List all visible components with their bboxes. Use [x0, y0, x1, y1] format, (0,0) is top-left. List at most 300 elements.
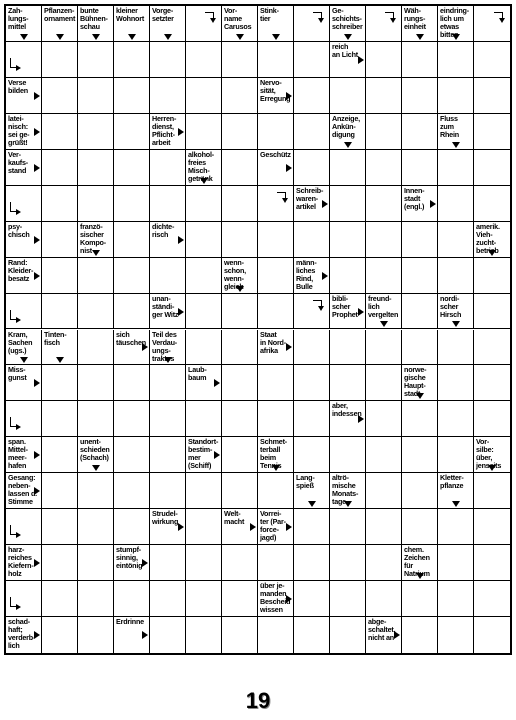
- answer-cell[interactable]: [330, 330, 366, 366]
- answer-cell[interactable]: [366, 186, 402, 222]
- bent-arrow-right-icon: [10, 202, 20, 212]
- answer-cell[interactable]: [438, 330, 474, 366]
- answer-cell[interactable]: [222, 42, 258, 78]
- answer-cell[interactable]: [222, 545, 258, 581]
- clue-text: Kletter- pflanze: [440, 473, 464, 491]
- clue-cell: [78, 437, 114, 473]
- clue-cell: [438, 114, 474, 150]
- answer-cell[interactable]: [78, 545, 114, 581]
- answer-cell[interactable]: [366, 222, 402, 258]
- arrow-right-icon: [34, 631, 40, 639]
- clue-cell: [6, 365, 42, 401]
- clue-text: Schreib- waren- artikel: [296, 185, 324, 211]
- answer-cell[interactable]: [258, 473, 294, 509]
- clue-cell: [150, 114, 186, 150]
- answer-cell[interactable]: [222, 186, 258, 222]
- answer-cell[interactable]: [222, 581, 258, 617]
- arrow-right-icon: [34, 236, 40, 244]
- arrow-right-icon: [178, 523, 184, 531]
- answer-cell[interactable]: [438, 150, 474, 186]
- clue-cell: [186, 365, 222, 401]
- clue-text: wenn- schon, wenn- gleich: [224, 257, 246, 291]
- clue-text: Nervo- sität, Erregung: [260, 77, 291, 103]
- arrow-down-icon: [452, 501, 460, 507]
- clue-text: Fluss zum Rhein: [440, 113, 459, 139]
- answer-cell[interactable]: [42, 78, 78, 114]
- answer-cell[interactable]: [330, 186, 366, 222]
- answer-cell[interactable]: [78, 509, 114, 545]
- answer-cell[interactable]: [78, 78, 114, 114]
- answer-cell[interactable]: [186, 42, 222, 78]
- arrow-right-icon: [178, 128, 184, 136]
- answer-cell[interactable]: [114, 365, 150, 401]
- answer-cell[interactable]: [114, 78, 150, 114]
- clue-cell: [222, 6, 258, 42]
- answer-cell[interactable]: [330, 437, 366, 473]
- answer-cell[interactable]: [438, 437, 474, 473]
- clue-text: Verse bilden: [8, 77, 28, 95]
- answer-cell[interactable]: [330, 509, 366, 545]
- answer-cell[interactable]: [474, 186, 510, 222]
- answer-cell[interactable]: [402, 42, 438, 78]
- answer-cell[interactable]: [294, 78, 330, 114]
- answer-cell[interactable]: [438, 509, 474, 545]
- answer-cell[interactable]: [42, 186, 78, 222]
- answer-cell[interactable]: [78, 150, 114, 186]
- arrow-right-icon: [34, 559, 40, 567]
- answer-cell[interactable]: [366, 150, 402, 186]
- answer-cell[interactable]: [402, 150, 438, 186]
- answer-cell[interactable]: [186, 330, 222, 366]
- clue-cell: [330, 473, 366, 509]
- answer-cell[interactable]: [258, 114, 294, 150]
- answer-cell[interactable]: [294, 545, 330, 581]
- answer-cell[interactable]: [258, 401, 294, 437]
- answer-cell[interactable]: [294, 581, 330, 617]
- answer-cell[interactable]: [330, 617, 366, 653]
- answer-cell[interactable]: [222, 437, 258, 473]
- arrow-right-icon: [322, 200, 328, 208]
- answer-cell[interactable]: [474, 617, 510, 653]
- answer-cell[interactable]: [402, 401, 438, 437]
- answer-cell[interactable]: [330, 365, 366, 401]
- bent-arrow-right-icon: [10, 417, 20, 427]
- answer-cell[interactable]: [402, 222, 438, 258]
- clue-text: Ge- schichts- schreiber: [332, 6, 363, 31]
- answer-cell[interactable]: [78, 186, 114, 222]
- clue-text: bunte Bühnen- schau: [80, 6, 108, 31]
- arrow-right-icon: [286, 164, 292, 172]
- answer-cell[interactable]: [42, 294, 78, 330]
- answer-cell[interactable]: [366, 258, 402, 294]
- answer-cell[interactable]: [222, 78, 258, 114]
- clue-cell: [258, 509, 294, 545]
- clue-cell: [6, 78, 42, 114]
- answer-cell[interactable]: [222, 114, 258, 150]
- clue-text: reich an Licht: [332, 41, 358, 59]
- answer-cell[interactable]: [438, 78, 474, 114]
- answer-cell[interactable]: [78, 294, 114, 330]
- clue-text: Vor- name Carusos: [224, 6, 252, 31]
- answer-cell[interactable]: [150, 545, 186, 581]
- answer-cell[interactable]: [42, 150, 78, 186]
- answer-cell[interactable]: [186, 509, 222, 545]
- clue-text: amerik. Vieh- zucht- betrieb: [476, 221, 500, 255]
- arrow-down-icon: [92, 34, 100, 40]
- answer-cell[interactable]: [474, 258, 510, 294]
- answer-cell[interactable]: [330, 78, 366, 114]
- answer-cell[interactable]: [474, 330, 510, 366]
- arrow-right-icon: [34, 164, 40, 172]
- clue-text: unan- ständi- ger Witz: [152, 293, 179, 319]
- clue-cell: [6, 150, 42, 186]
- clue-text: abge- schaltet, nicht an: [368, 617, 396, 643]
- clue-text: sich täuschen: [116, 329, 146, 347]
- clue-cell: [294, 186, 330, 222]
- answer-cell[interactable]: [438, 42, 474, 78]
- answer-cell[interactable]: [366, 330, 402, 366]
- answer-cell[interactable]: [78, 365, 114, 401]
- answer-cell[interactable]: [366, 42, 402, 78]
- answer-cell[interactable]: [474, 365, 510, 401]
- arrow-down-icon: [272, 465, 280, 471]
- answer-cell[interactable]: [474, 509, 510, 545]
- answer-cell[interactable]: [114, 473, 150, 509]
- clue-cell: [186, 6, 222, 42]
- answer-cell[interactable]: [222, 401, 258, 437]
- clue-text: Tinten- fisch: [44, 329, 67, 347]
- bent-arrow-down-icon: [494, 12, 506, 24]
- clue-text: Kram, Sachen (ugs.): [8, 329, 33, 355]
- answer-cell[interactable]: [366, 473, 402, 509]
- answer-cell[interactable]: [42, 545, 78, 581]
- answer-cell[interactable]: [78, 581, 114, 617]
- answer-cell[interactable]: [42, 365, 78, 401]
- clue-text: freund- lich vergelten: [368, 293, 399, 319]
- arrow-down-icon: [344, 142, 352, 148]
- answer-cell[interactable]: [186, 186, 222, 222]
- arrow-down-icon: [92, 250, 100, 256]
- clue-cell: [78, 222, 114, 258]
- answer-cell[interactable]: [114, 437, 150, 473]
- arrow-down-icon: [56, 357, 64, 363]
- arrow-down-icon: [344, 34, 352, 40]
- answer-cell[interactable]: [438, 617, 474, 653]
- answer-cell[interactable]: [366, 365, 402, 401]
- answer-cell[interactable]: [294, 114, 330, 150]
- answer-cell[interactable]: [78, 617, 114, 653]
- clue-cell: [6, 437, 42, 473]
- answer-cell[interactable]: [294, 330, 330, 366]
- clue-cell: [258, 150, 294, 186]
- answer-cell[interactable]: [438, 186, 474, 222]
- clue-cell: [6, 186, 42, 222]
- answer-cell[interactable]: [258, 294, 294, 330]
- answer-cell[interactable]: [186, 545, 222, 581]
- answer-cell[interactable]: [474, 581, 510, 617]
- answer-cell[interactable]: [150, 150, 186, 186]
- answer-cell[interactable]: [42, 258, 78, 294]
- answer-cell[interactable]: [42, 473, 78, 509]
- answer-cell[interactable]: [42, 401, 78, 437]
- answer-cell[interactable]: [330, 150, 366, 186]
- clue-text: unent- schieden (Schach): [80, 437, 110, 463]
- clue-cell: [474, 222, 510, 258]
- answer-cell[interactable]: [78, 330, 114, 366]
- clue-cell: [330, 6, 366, 42]
- answer-cell[interactable]: [114, 150, 150, 186]
- answer-cell[interactable]: [78, 473, 114, 509]
- answer-cell[interactable]: [294, 437, 330, 473]
- answer-cell[interactable]: [186, 222, 222, 258]
- answer-cell[interactable]: [150, 437, 186, 473]
- answer-cell[interactable]: [474, 42, 510, 78]
- answer-cell[interactable]: [402, 294, 438, 330]
- answer-cell[interactable]: [438, 222, 474, 258]
- answer-cell[interactable]: [294, 401, 330, 437]
- answer-cell[interactable]: [114, 401, 150, 437]
- clue-text: Zah- lungs- mittel: [8, 6, 29, 31]
- clue-text: harz- reiches Kiefern- holz: [8, 545, 34, 579]
- clue-cell: [186, 437, 222, 473]
- clue-cell: [258, 186, 294, 222]
- answer-cell[interactable]: [42, 581, 78, 617]
- answer-cell[interactable]: [222, 617, 258, 653]
- clue-text: Strudel- wirkung: [152, 509, 179, 527]
- bent-arrow-right-icon: [10, 597, 20, 607]
- answer-cell[interactable]: [222, 473, 258, 509]
- answer-cell[interactable]: [438, 401, 474, 437]
- answer-cell[interactable]: [366, 509, 402, 545]
- clue-cell: [42, 6, 78, 42]
- answer-cell[interactable]: [78, 401, 114, 437]
- answer-cell[interactable]: [78, 258, 114, 294]
- answer-cell[interactable]: [114, 258, 150, 294]
- answer-cell[interactable]: [186, 617, 222, 653]
- answer-cell[interactable]: [294, 222, 330, 258]
- clue-cell: [330, 294, 366, 330]
- answer-cell[interactable]: [114, 222, 150, 258]
- answer-cell[interactable]: [438, 365, 474, 401]
- answer-cell[interactable]: [186, 258, 222, 294]
- answer-cell[interactable]: [150, 258, 186, 294]
- answer-cell[interactable]: [438, 545, 474, 581]
- clue-text: norwe- gische Haupt- stadt: [404, 365, 427, 399]
- answer-cell[interactable]: [150, 581, 186, 617]
- clue-text: Stink- tier: [260, 6, 279, 23]
- answer-cell[interactable]: [150, 365, 186, 401]
- answer-cell[interactable]: [402, 437, 438, 473]
- answer-cell[interactable]: [330, 258, 366, 294]
- answer-cell[interactable]: [186, 401, 222, 437]
- clue-cell: [150, 330, 186, 366]
- answer-cell[interactable]: [366, 545, 402, 581]
- clue-cell: [330, 42, 366, 78]
- answer-cell[interactable]: [258, 617, 294, 653]
- clue-cell: [42, 330, 78, 366]
- answer-cell[interactable]: [42, 617, 78, 653]
- arrow-down-icon: [236, 286, 244, 292]
- clue-text: Rand: Kleider- besatz: [8, 257, 34, 283]
- clue-cell: [258, 6, 294, 42]
- answer-cell[interactable]: [330, 222, 366, 258]
- arrow-down-icon: [416, 573, 424, 579]
- answer-cell[interactable]: [150, 473, 186, 509]
- answer-cell[interactable]: [294, 42, 330, 78]
- answer-cell[interactable]: [294, 150, 330, 186]
- clue-cell: [6, 294, 42, 330]
- answer-cell[interactable]: [150, 42, 186, 78]
- answer-cell[interactable]: [42, 222, 78, 258]
- answer-cell[interactable]: [222, 365, 258, 401]
- answer-cell[interactable]: [186, 114, 222, 150]
- answer-cell[interactable]: [258, 222, 294, 258]
- answer-cell[interactable]: [114, 509, 150, 545]
- arrow-right-icon: [34, 379, 40, 387]
- clue-cell: [6, 545, 42, 581]
- answer-cell[interactable]: [438, 258, 474, 294]
- answer-cell[interactable]: [258, 365, 294, 401]
- clue-cell: [150, 222, 186, 258]
- answer-cell[interactable]: [150, 78, 186, 114]
- answer-cell[interactable]: [78, 42, 114, 78]
- answer-cell[interactable]: [474, 545, 510, 581]
- answer-cell[interactable]: [294, 617, 330, 653]
- clue-text: Pflanzen- ornament: [44, 6, 76, 23]
- answer-cell[interactable]: [402, 473, 438, 509]
- clue-cell: [294, 6, 330, 42]
- answer-cell[interactable]: [402, 509, 438, 545]
- clue-text: Gesang: neben- lassen d. Stimme: [8, 473, 37, 507]
- answer-cell[interactable]: [42, 437, 78, 473]
- answer-cell[interactable]: [222, 222, 258, 258]
- clue-cell: [114, 545, 150, 581]
- bent-arrow-down-icon: [205, 12, 217, 24]
- answer-cell[interactable]: [222, 294, 258, 330]
- answer-cell[interactable]: [366, 437, 402, 473]
- answer-cell[interactable]: [366, 114, 402, 150]
- arrow-right-icon: [34, 451, 40, 459]
- answer-cell[interactable]: [186, 473, 222, 509]
- answer-cell[interactable]: [258, 545, 294, 581]
- answer-cell[interactable]: [222, 150, 258, 186]
- answer-cell[interactable]: [150, 617, 186, 653]
- clue-text: alkohol- freies Misch- getränk: [188, 149, 214, 183]
- clue-text: latei- nisch: sei ge- grüßt!: [8, 113, 30, 147]
- answer-cell[interactable]: [114, 294, 150, 330]
- answer-cell[interactable]: [42, 42, 78, 78]
- answer-cell[interactable]: [186, 78, 222, 114]
- answer-cell[interactable]: [294, 365, 330, 401]
- clue-cell: [6, 42, 42, 78]
- arrow-right-icon: [34, 128, 40, 136]
- answer-cell[interactable]: [474, 114, 510, 150]
- arrow-down-icon: [416, 34, 424, 40]
- answer-cell[interactable]: [42, 114, 78, 150]
- answer-cell[interactable]: [78, 114, 114, 150]
- clue-cell: [366, 6, 402, 42]
- clue-text: männ- liches Rind, Bulle: [296, 257, 317, 291]
- arrow-down-icon: [164, 357, 172, 363]
- answer-cell[interactable]: [330, 545, 366, 581]
- answer-cell[interactable]: [474, 78, 510, 114]
- arrow-down-icon: [56, 34, 64, 40]
- answer-cell[interactable]: [294, 509, 330, 545]
- answer-cell[interactable]: [402, 258, 438, 294]
- clue-cell: [6, 617, 42, 653]
- answer-cell[interactable]: [114, 42, 150, 78]
- answer-cell[interactable]: [474, 401, 510, 437]
- answer-cell[interactable]: [114, 186, 150, 222]
- answer-cell[interactable]: [402, 114, 438, 150]
- answer-cell[interactable]: [42, 509, 78, 545]
- arrow-right-icon: [178, 236, 184, 244]
- clue-cell: [402, 186, 438, 222]
- answer-cell[interactable]: [402, 78, 438, 114]
- answer-cell[interactable]: [186, 294, 222, 330]
- answer-cell[interactable]: [474, 473, 510, 509]
- clue-cell: [150, 6, 186, 42]
- answer-cell[interactable]: [150, 401, 186, 437]
- answer-cell[interactable]: [402, 617, 438, 653]
- arrow-down-icon: [344, 501, 352, 507]
- answer-cell[interactable]: [186, 581, 222, 617]
- clue-text: Staat in Nord- afrika: [260, 329, 286, 355]
- answer-cell[interactable]: [222, 330, 258, 366]
- arrow-right-icon: [214, 451, 220, 459]
- answer-cell[interactable]: [402, 330, 438, 366]
- arrow-right-icon: [286, 523, 292, 531]
- answer-cell[interactable]: [330, 581, 366, 617]
- arrow-down-icon: [92, 465, 100, 471]
- arrow-down-icon: [488, 250, 496, 256]
- page-number: 19: [245, 688, 271, 713]
- clue-text: Schmet- terball beim Tennis: [260, 437, 287, 471]
- answer-cell[interactable]: [150, 186, 186, 222]
- clue-cell: [114, 6, 150, 42]
- arrow-down-icon: [452, 321, 460, 327]
- answer-cell[interactable]: [402, 581, 438, 617]
- arrow-down-icon: [20, 357, 28, 363]
- answer-cell[interactable]: [474, 294, 510, 330]
- arrow-down-icon: [164, 34, 172, 40]
- answer-cell[interactable]: [366, 581, 402, 617]
- clue-cell: [6, 401, 42, 437]
- answer-cell[interactable]: [438, 581, 474, 617]
- clue-text: eindring- lich um etwas bitten: [440, 6, 469, 39]
- bent-arrow-down-icon: [385, 12, 397, 24]
- answer-cell[interactable]: [366, 78, 402, 114]
- clue-cell: [402, 365, 438, 401]
- arrow-right-icon: [34, 92, 40, 100]
- answer-cell[interactable]: [258, 258, 294, 294]
- answer-cell[interactable]: [258, 42, 294, 78]
- bent-arrow-right-icon: [10, 525, 20, 535]
- clue-text: schad- haft; verderb- lich: [8, 617, 36, 651]
- answer-cell[interactable]: [114, 114, 150, 150]
- answer-cell[interactable]: [114, 581, 150, 617]
- clue-text: Anzeige, Ankün- digung: [332, 113, 360, 139]
- clue-text: Wäh- rungs- einheit: [404, 6, 426, 31]
- arrow-down-icon: [308, 501, 316, 507]
- answer-cell[interactable]: [474, 150, 510, 186]
- arrow-down-icon: [416, 393, 424, 399]
- answer-cell[interactable]: [366, 401, 402, 437]
- clue-text: kleiner Wohnort: [116, 6, 145, 23]
- clue-cell: [438, 473, 474, 509]
- clue-text: Vorrei- ter (Par- force- jagd): [260, 509, 286, 543]
- arrow-right-icon: [358, 415, 364, 423]
